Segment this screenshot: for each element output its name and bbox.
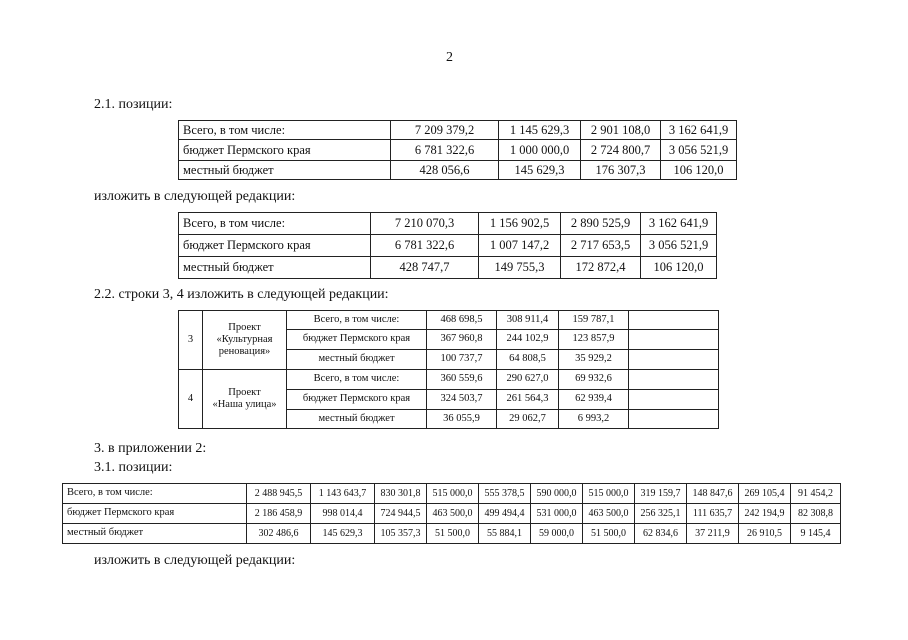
cell-value: 62 834,6 xyxy=(635,524,687,544)
cell-value: 1 156 902,5 xyxy=(479,213,561,235)
table-2-1-new xyxy=(178,212,717,279)
cell-value: 9 145,4 xyxy=(791,524,841,544)
row-label: Всего, в том числе: xyxy=(63,484,247,504)
cell-value xyxy=(629,311,719,330)
table-row xyxy=(179,257,717,279)
cell-value: 69 932,6 xyxy=(559,370,629,390)
table-2-2-projects xyxy=(178,310,719,429)
project-number: 4 xyxy=(179,370,203,429)
cell-value: 428 056,6 xyxy=(391,161,499,180)
project-name-line: «Культурная xyxy=(216,333,273,345)
section-3-heading: 3. в приложении 2: xyxy=(94,441,207,456)
cell-value: 7 209 379,2 xyxy=(391,121,499,140)
cell-value: 51 500,0 xyxy=(427,524,479,544)
row-label: Всего, в том числе: xyxy=(287,311,427,330)
cell-value: 3 162 641,9 xyxy=(661,121,737,140)
cell-value: 1 143 643,7 xyxy=(311,484,375,504)
row-label: местный бюджет xyxy=(287,350,427,370)
cell-value: 555 378,5 xyxy=(479,484,531,504)
cell-value: 37 211,9 xyxy=(687,524,739,544)
cell-value: 244 102,9 xyxy=(497,330,559,350)
cell-value: 36 055,9 xyxy=(427,410,497,429)
cell-value: 1 007 147,2 xyxy=(479,235,561,257)
cell-value: 324 503,7 xyxy=(427,390,497,410)
table-row xyxy=(179,121,737,140)
cell-value: 256 325,1 xyxy=(635,504,687,524)
cell-value: 590 000,0 xyxy=(531,484,583,504)
cell-value: 91 454,2 xyxy=(791,484,841,504)
row-label: бюджет Пермского края xyxy=(287,390,427,410)
cell-value: 176 307,3 xyxy=(581,161,661,180)
cell-value: 145 629,3 xyxy=(311,524,375,544)
cell-value: 531 000,0 xyxy=(531,504,583,524)
project-name-line: «Наша улица» xyxy=(212,399,277,410)
section-2-2-heading: 2.2. строки 3, 4 изложить в следующей редакции: xyxy=(94,287,389,302)
cell-value: 2 724 800,7 xyxy=(581,140,661,161)
table-row xyxy=(63,524,841,544)
project-name xyxy=(203,311,287,370)
cell-value: 64 808,5 xyxy=(497,350,559,370)
cell-value: 468 698,5 xyxy=(427,311,497,330)
table-row xyxy=(179,161,737,180)
row-label: Всего, в том числе: xyxy=(287,370,427,390)
cell-value: 428 747,7 xyxy=(371,257,479,279)
cell-value: 463 500,0 xyxy=(427,504,479,524)
cell-value: 463 500,0 xyxy=(583,504,635,524)
row-label: Всего, в том числе: xyxy=(179,121,391,140)
cell-value xyxy=(629,390,719,410)
cell-value: 2 901 108,0 xyxy=(581,121,661,140)
cell-value: 100 737,7 xyxy=(427,350,497,370)
cell-value: 6 781 322,6 xyxy=(371,235,479,257)
cell-value: 724 944,5 xyxy=(375,504,427,524)
cell-value: 105 357,3 xyxy=(375,524,427,544)
cell-value: 6 993,2 xyxy=(559,410,629,429)
cell-value: 290 627,0 xyxy=(497,370,559,390)
cell-value xyxy=(629,350,719,370)
project-name-line: реновация» xyxy=(218,346,271,358)
cell-value: 2 890 525,9 xyxy=(561,213,641,235)
cell-value: 26 910,5 xyxy=(739,524,791,544)
cell-value: 269 105,4 xyxy=(739,484,791,504)
row-label: бюджет Пермского края xyxy=(179,235,371,257)
cell-value: 1 145 629,3 xyxy=(499,121,581,140)
page-number: 2 xyxy=(446,50,453,65)
row-label: местный бюджет xyxy=(63,524,247,544)
cell-value xyxy=(629,370,719,390)
cell-value: 1 000 000,0 xyxy=(499,140,581,161)
section-2-1-heading: 2.1. позиции: xyxy=(94,97,173,112)
cell-value: 319 159,7 xyxy=(635,484,687,504)
cell-value: 82 308,8 xyxy=(791,504,841,524)
cell-value: 360 559,6 xyxy=(427,370,497,390)
cell-value: 3 056 521,9 xyxy=(641,235,717,257)
replace-text-1: изложить в следующей редакции: xyxy=(94,189,296,204)
cell-value: 308 911,4 xyxy=(497,311,559,330)
cell-value: 7 210 070,3 xyxy=(371,213,479,235)
cell-value: 2 186 458,9 xyxy=(247,504,311,524)
cell-value: 55 884,1 xyxy=(479,524,531,544)
table-row xyxy=(63,504,841,524)
cell-value: 35 929,2 xyxy=(559,350,629,370)
cell-value: 123 857,9 xyxy=(559,330,629,350)
table-3-1-original xyxy=(62,483,841,544)
table-row xyxy=(179,213,717,235)
project-number: 3 xyxy=(179,311,203,370)
cell-value: 149 755,3 xyxy=(479,257,561,279)
cell-value: 59 000,0 xyxy=(531,524,583,544)
row-label: бюджет Пермского края xyxy=(63,504,247,524)
cell-value: 242 194,9 xyxy=(739,504,791,524)
cell-value: 830 301,8 xyxy=(375,484,427,504)
table-row xyxy=(63,484,841,504)
cell-value: 499 494,4 xyxy=(479,504,531,524)
cell-value: 145 629,3 xyxy=(499,161,581,180)
table-row xyxy=(179,140,737,161)
section-3-1-heading: 3.1. позиции: xyxy=(94,460,173,475)
row-label: бюджет Пермского края xyxy=(179,140,391,161)
cell-value: 172 872,4 xyxy=(561,257,641,279)
cell-value: 367 960,8 xyxy=(427,330,497,350)
cell-value: 51 500,0 xyxy=(583,524,635,544)
cell-value: 302 486,6 xyxy=(247,524,311,544)
cell-value xyxy=(629,410,719,429)
cell-value: 998 014,4 xyxy=(311,504,375,524)
cell-value: 159 787,1 xyxy=(559,311,629,330)
row-label: Всего, в том числе: xyxy=(179,213,371,235)
row-label: местный бюджет xyxy=(287,410,427,429)
table-row xyxy=(179,235,717,257)
cell-value: 261 564,3 xyxy=(497,390,559,410)
table-row xyxy=(179,311,719,330)
row-label: местный бюджет xyxy=(179,161,391,180)
project-name-line: Проект xyxy=(228,386,261,398)
cell-value: 3 056 521,9 xyxy=(661,140,737,161)
cell-value: 2 717 653,5 xyxy=(561,235,641,257)
replace-text-2: изложить в следующей редакции: xyxy=(94,553,296,568)
cell-value: 106 120,0 xyxy=(661,161,737,180)
project-name-line: Проект xyxy=(228,321,261,333)
project-name xyxy=(203,370,287,429)
cell-value: 2 488 945,5 xyxy=(247,484,311,504)
cell-value: 6 781 322,6 xyxy=(391,140,499,161)
cell-value: 106 120,0 xyxy=(641,257,717,279)
row-label: бюджет Пермского края xyxy=(287,330,427,350)
cell-value: 111 635,7 xyxy=(687,504,739,524)
cell-value xyxy=(629,330,719,350)
cell-value: 29 062,7 xyxy=(497,410,559,429)
cell-value: 515 000,0 xyxy=(427,484,479,504)
cell-value: 515 000,0 xyxy=(583,484,635,504)
table-row xyxy=(179,370,719,390)
cell-value: 148 847,6 xyxy=(687,484,739,504)
cell-value: 62 939,4 xyxy=(559,390,629,410)
row-label: местный бюджет xyxy=(179,257,371,279)
cell-value: 3 162 641,9 xyxy=(641,213,717,235)
table-2-1-original xyxy=(178,120,737,180)
